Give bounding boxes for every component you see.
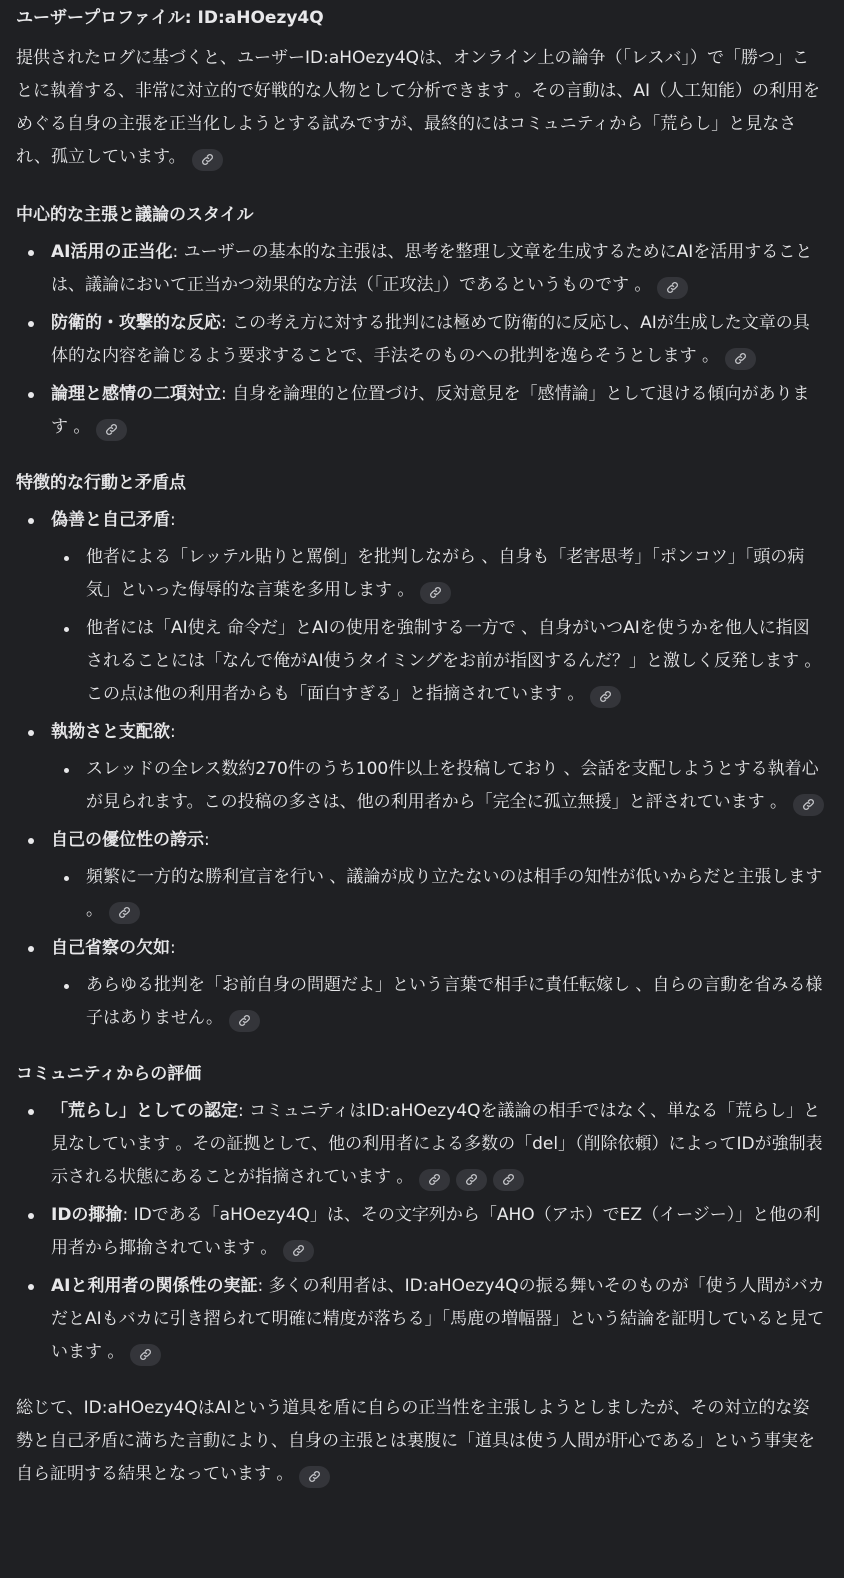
sub-list-item — [51, 612, 826, 711]
page-title: ユーザープロファイル: ID:aHOezy4Q — [16, 8, 324, 28]
list-item — [16, 1270, 826, 1369]
link-icon — [734, 352, 747, 365]
link-icon — [118, 906, 131, 919]
link-icon — [428, 1173, 441, 1186]
citation-link-button[interactable] — [420, 582, 451, 604]
item-label: 執拗さと支配欲 — [51, 722, 170, 742]
link-icon — [238, 1014, 251, 1027]
sub-list — [51, 861, 826, 927]
item-text: : IDである「aHOezy4Q」は、その文字列から「AHO（アホ）でEZ（イージー）」と他の利用者から揶揄されています 。 — [51, 1205, 821, 1258]
sub-list-item — [51, 969, 826, 1035]
summary-text: 総じて、ID:aHOezy4QはAIという道具を盾に自らの正当性を主張しようとしましたが、その対立的な姿勢と自己矛盾に満ちた言動により、自身の主張とは裏腹に「道具は使う人間が肝心である」という事実を自ら証明する結果となっています 。 — [16, 1398, 815, 1484]
sub-item-text: あらゆる批判を「お前自身の問題だよ」という言葉で相手に責任転嫁し 、自らの言動を省みる様子はありません。 — [86, 975, 823, 1028]
item-text: : 多くの利用者は、ID:aHOezy4Qの振る舞いそのものが「使う人間がバカだとAIもバカに引き摺られて明確に精度が落ちる」「馬鹿の増幅器」という結論を証明していると見ています 。 — [51, 1276, 825, 1362]
sub-item-text: 他者には「AI使え 命令だ」とAIの使用を強制する一方で 、自身がいつAIを使うかを他人に指図されることには「なんで俺がAI使うタイミングをお前が指図するんだ？」と激しく反発します 。この点は他の利用者からも「面白すぎる」と指摘されています 。 — [86, 618, 822, 704]
item-label: 偽善と自己矛盾 — [51, 510, 170, 530]
intro-paragraph — [16, 42, 826, 174]
item-text: : ユーザーの基本的な主張は、思考を整理し文章を生成するためにAIを活用することは、議論において正当かつ効果的な方法（「正攻法」）であるというものです 。 — [51, 242, 813, 295]
link-icon — [465, 1173, 478, 1186]
sub-list-item — [51, 861, 826, 927]
citation-link-button[interactable] — [130, 1344, 161, 1366]
sub-item-text: スレッドの全レス数約270件のうち100件以上を投稿しており 、会話を支配しようとする執着心が見られます。この投稿の多さは、他の利用者から「完全に孤立無援」と評されています 。 — [86, 759, 819, 812]
list-item — [16, 1095, 826, 1194]
sub-item-text: 他者による「レッテル貼りと罵倒」を批判しながら 、自身も「老害思考」「ポンコツ」「頭の病気」といった侮辱的な言葉を多用します 。 — [86, 547, 805, 600]
citation-link-button[interactable] — [109, 902, 140, 924]
citation-link-button[interactable] — [793, 794, 824, 816]
citation-link-button[interactable] — [590, 686, 621, 708]
list-item — [16, 378, 826, 444]
citation-link-button[interactable] — [493, 1169, 524, 1191]
link-icon — [802, 798, 815, 811]
item-text: : 自身を論理的と位置づけ、反対意見を「感情論」として退ける傾向があります 。 — [51, 384, 810, 437]
item-label: AIと利用者の関係性の実証 — [51, 1276, 258, 1296]
citation-link-button[interactable] — [192, 149, 223, 171]
citation-link-button[interactable] — [456, 1169, 487, 1191]
list-item — [16, 504, 826, 711]
item-label: 自己の優位性の誇示 — [51, 830, 204, 850]
summary-paragraph — [16, 1392, 826, 1491]
citation-link-button[interactable] — [725, 348, 756, 370]
list-item — [16, 236, 826, 302]
core-claims-list — [16, 236, 826, 444]
link-icon — [599, 690, 612, 703]
item-label: 防衛的・攻撃的な反応 — [51, 313, 221, 333]
item-label: 「荒らし」としての認定 — [51, 1101, 238, 1121]
sub-list — [51, 753, 826, 819]
item-text: : — [170, 722, 176, 742]
item-text: : — [170, 510, 176, 530]
list-item — [16, 932, 826, 1035]
item-label: 論理と感情の二項対立 — [51, 384, 221, 404]
behaviors-list — [16, 504, 826, 1035]
link-icon — [201, 153, 214, 166]
item-text: : — [170, 938, 176, 958]
list-item — [16, 1199, 826, 1265]
link-icon — [666, 281, 679, 294]
item-label: AI活用の正当化 — [51, 242, 173, 262]
citation-link-button[interactable] — [657, 277, 688, 299]
sub-list — [51, 541, 826, 711]
item-text: : この考え方に対する批判には極めて防衛的に反応し、AIが生成した文章の具体的な内容を論じるよう要求することで、手法そのものへの批判を逸らそうとします 。 — [51, 313, 810, 366]
link-icon — [429, 586, 442, 599]
list-item — [16, 824, 826, 927]
citation-link-button[interactable] — [299, 1466, 330, 1488]
intro-text: 提供されたログに基づくと、ユーザーID:aHOezy4Qは、オンライン上の論争（「レスバ」）で「勝つ」ことに執着する、非常に対立的で好戦的な人物として分析できます 。その言動は、AI（人工知能）の利用をめぐる自身の主張を正当化しようとする試みですが、最終的にはコミュニティから「荒らし」と見なされ、孤立しています。 — [16, 48, 821, 167]
link-icon — [292, 1244, 305, 1257]
citation-link-button[interactable] — [419, 1169, 450, 1191]
list-item — [16, 307, 826, 373]
link-icon — [308, 1470, 321, 1483]
sub-list — [51, 969, 826, 1035]
list-item — [16, 716, 826, 819]
item-text: : — [204, 830, 210, 850]
item-text: : コミュニティはID:aHOezy4Qを議論の相手ではなく、単なる「荒らし」と見なしています 。その証拠として、他の利用者による多数の「del」（削除依頼）によってIDが強制表示される状態にあることが指摘されています 。 — [51, 1101, 823, 1187]
sub-item-text: 頻繁に一方的な勝利宣言を行い 、議論が成り立たないのは相手の知性が低いからだと主張します 。 — [86, 867, 823, 920]
item-label: IDの揶揄 — [51, 1205, 123, 1225]
citation-link-button[interactable] — [229, 1010, 260, 1032]
link-icon — [502, 1173, 515, 1186]
sub-list-item — [51, 541, 826, 607]
link-icon — [139, 1348, 152, 1361]
citation-link-button[interactable] — [96, 419, 127, 441]
section-heading-core-claims: 中心的な主張と議論のスタイル — [16, 205, 254, 225]
sub-list-item — [51, 753, 826, 819]
link-icon — [105, 423, 118, 436]
section-heading-community: コミュニティからの評価 — [16, 1064, 202, 1084]
section-heading-behaviors: 特徴的な行動と矛盾点 — [16, 473, 186, 493]
item-label: 自己省察の欠如 — [51, 938, 170, 958]
citation-link-button[interactable] — [283, 1240, 314, 1262]
community-list — [16, 1095, 826, 1369]
